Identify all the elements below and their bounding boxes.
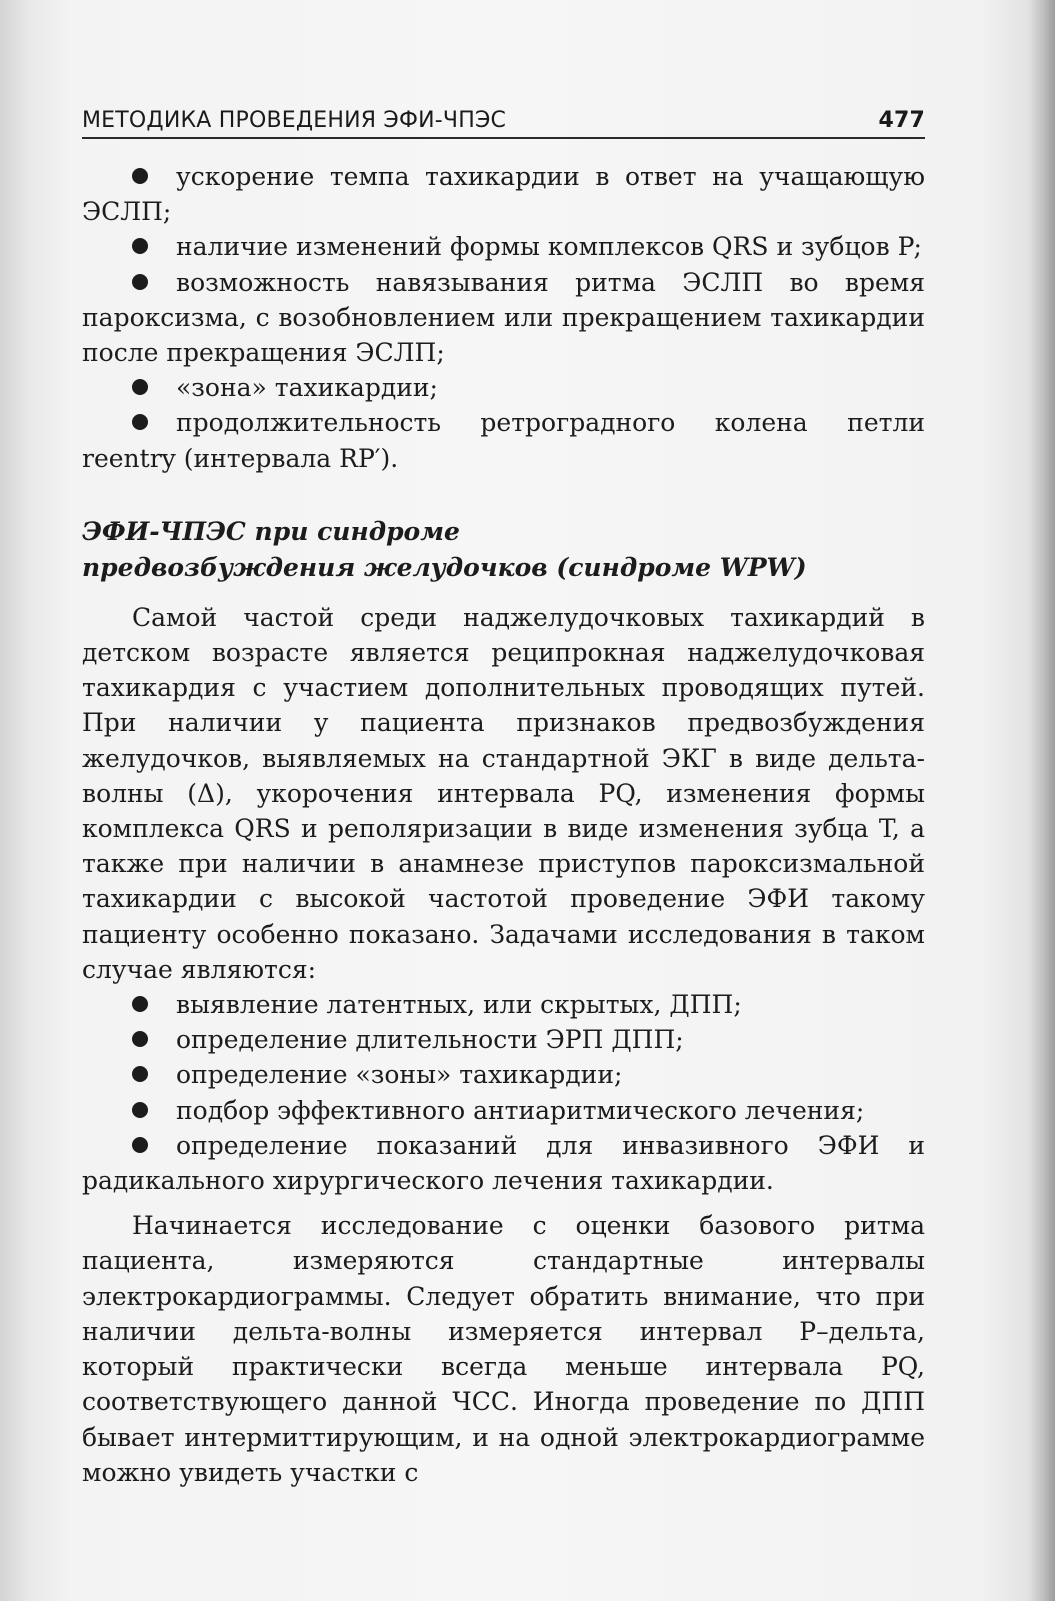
page-edge-shadow (1027, 0, 1055, 1601)
list-item: ускорение темпа тахикардии в ответ на учащающую ЭСЛП; (82, 162, 925, 227)
page-number: 477 (878, 108, 925, 133)
list-item: возможность навязывания ритма ЭСЛП во время пароксизма, с возобновлением или прекращением тахикардии после прекращения ЭСЛП; (82, 267, 925, 368)
list-item: выявление латентных, или скрытых, ДПП; (82, 987, 925, 1022)
body-text (82, 159, 925, 1490)
paragraph-intro: Самой частой среди наджелудочковых тахикардий в детском возрасте является реципрокная наджелудочковая тахикардия с участием дополнительных проводящих путей. При наличии у пациента признаков предвозбуждения желудочков, выявляемых на стандартной ЭКГ в виде дельта-волны (Δ), укорочения интервала PQ, изменения формы комплекса QRS и реполяризации в виде изменения зубца T, а также при наличии в анамнезе приступов пароксизмальной тахикардии с высокой частотой проведение ЭФИ такому пациенту особенно показано. Задачами исследования в таком случае являются: (82, 602, 925, 984)
bullet-icon (132, 996, 148, 1012)
list-item: продолжительность ретроградного колена петли reentry (интервала RP′). (82, 408, 925, 473)
paragraph-method: Начинается исследование с оценки базового ритма пациента, измеряются стандартные интервалы электрокардиограммы. Следует обратить внимание, что при наличии дельта-волны измеряется интервал P–дельта, который практически всегда меньше интервала PQ, соответствующего данной ЧСС. Иногда проведение по ДПП бывает интермиттирующим, и на одной электрокардиограмме можно увидеть участки с (82, 1211, 925, 1487)
list-item: подбор эффективного антиаритмического лечения; (82, 1093, 925, 1128)
running-header (82, 108, 925, 139)
bullet-icon (132, 1102, 148, 1118)
running-title: МЕТОДИКА ПРОВЕДЕНИЯ ЭФИ-ЧПЭС (82, 108, 507, 133)
list-item: наличие изменений формы комплексов QRS и зубцов P; (82, 229, 925, 264)
section-heading-line-2: предвозбуждения желудочков (синдроме WPW) (82, 552, 807, 582)
bullet-icon (132, 1066, 148, 1082)
list-item: «зона» тахикардии; (82, 370, 925, 405)
bullet-icon (132, 1031, 148, 1047)
bullet-icon (132, 238, 148, 254)
bullet-icon (132, 379, 148, 395)
bullet-icon (132, 1137, 148, 1153)
list-item: определение «зоны» тахикардии; (82, 1057, 925, 1092)
bullet-icon (132, 168, 148, 184)
section-heading-line-1: ЭФИ-ЧПЭС при синдроме (82, 516, 460, 546)
list-item: определение показаний для инвазивного ЭФИ и радикального хирургического лечения тахикардии. (82, 1130, 925, 1196)
bullet-icon (132, 414, 148, 430)
list-item: определение длительности ЭРП ДПП; (82, 1022, 925, 1057)
section-heading (82, 514, 925, 586)
page-content (82, 108, 925, 1490)
bullet-icon (132, 274, 148, 290)
